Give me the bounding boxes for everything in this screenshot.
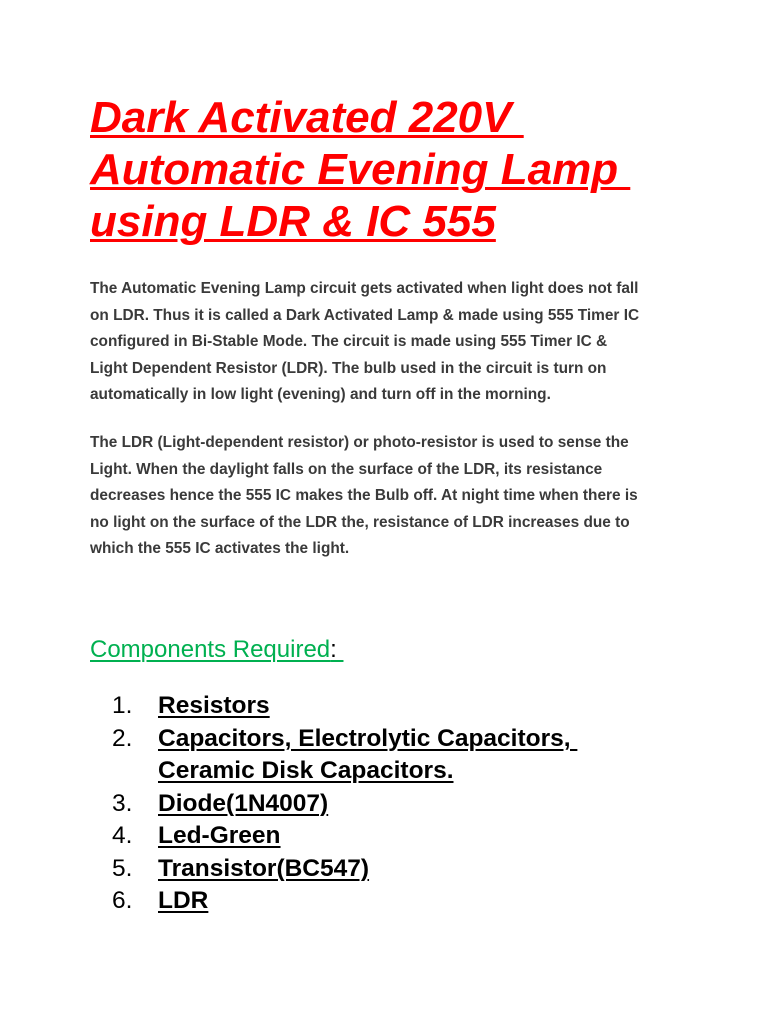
list-item-line: Transistor(BC547)	[158, 854, 370, 882]
list-item-line: LDR	[158, 887, 209, 914]
list-item-number: 2.	[112, 724, 133, 752]
components-list	[90, 690, 710, 918]
components-heading	[90, 634, 343, 666]
list-item-label	[158, 885, 710, 918]
components-heading-text: Components Required	[90, 636, 331, 663]
paragraph-line: Light Dependent Resistor (LDR). The bulb used in the circuit is turn on	[90, 359, 607, 377]
paragraph-line: The LDR (Light-dependent resistor) or photo-resistor is used to sense the	[90, 434, 629, 451]
paragraph-line: The Automatic Evening Lamp circuit gets activated when light does not fall	[90, 280, 639, 297]
list-item	[90, 690, 710, 723]
list-item-number: 4.	[112, 822, 133, 849]
paragraph-line: configured in Bi-Stable Mode. The circuit is made using 555 Timer IC &	[90, 333, 608, 350]
list-item-line: Ceramic Disk Capacitors.	[158, 757, 454, 784]
paragraph-line: Light. When the daylight falls on the surface of the LDR, its resistance	[90, 460, 603, 478]
paragraph-line: no light on the surface of the LDR the, resistance of LDR increases due to	[90, 513, 630, 531]
list-item	[90, 820, 710, 853]
title-line: Automatic Evening Lamp	[90, 145, 631, 194]
list-item-number: 1.	[112, 692, 133, 719]
list-item	[90, 788, 710, 821]
paragraph-line: on LDR. Thus it is called a Dark Activated Lamp & made using 555 Timer IC	[90, 306, 640, 324]
list-item-label	[158, 788, 710, 821]
paragraph-line: automatically in low light (evening) and turn off in the morning.	[90, 386, 551, 403]
list-item-label	[158, 723, 710, 788]
list-item	[90, 723, 710, 788]
list-item-label	[158, 690, 710, 723]
list-item-line: Led-Green	[158, 822, 281, 849]
list-item-line: Capacitors, Electrolytic Capacitors,	[158, 724, 578, 752]
list-item	[90, 853, 710, 886]
ldr-paragraph	[90, 430, 690, 563]
list-item-label	[158, 820, 710, 853]
list-item-number: 3.	[112, 789, 133, 817]
list-item-number: 5.	[112, 854, 133, 882]
list-item-number: 6.	[112, 887, 133, 914]
title-line: Dark Activated 220V	[90, 93, 524, 142]
title-line: using LDR & IC 555	[90, 197, 496, 246]
list-item-label	[158, 853, 710, 886]
list-item-line: Resistors	[158, 692, 270, 719]
paragraph-line: decreases hence the 555 IC makes the Bulb off. At night time when there is	[90, 487, 638, 504]
paragraph-line: which the 555 IC activates the light.	[90, 540, 350, 557]
list-item-line: Diode(1N4007)	[158, 789, 329, 817]
list-item	[90, 885, 710, 918]
page-title	[90, 92, 730, 248]
components-heading-colon: :	[330, 636, 344, 663]
intro-paragraph	[90, 276, 690, 409]
